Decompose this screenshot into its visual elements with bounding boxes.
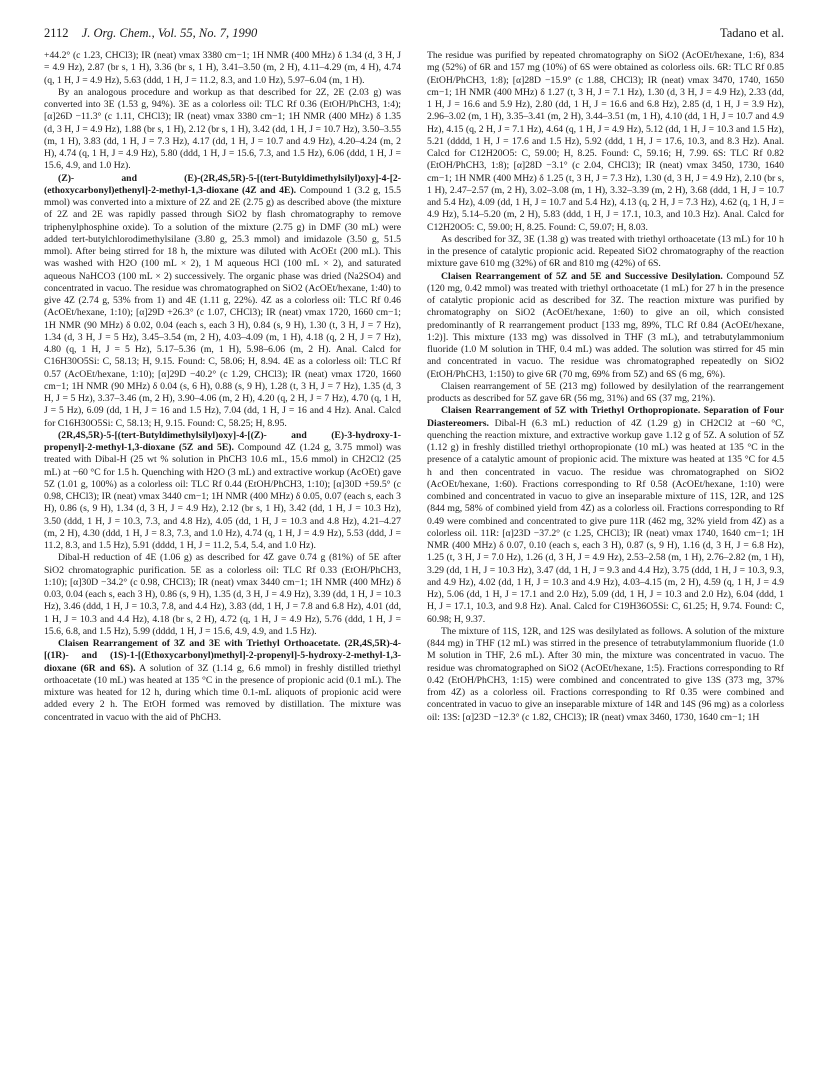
- left-column: [44, 50, 401, 724]
- paragraph: +44.2° (c 1.23, CHCl3); IR (neat) νmax 3380 cm−1; 1H NMR (400 MHz) δ 1.34 (d, 3 H, J = 4.9 Hz), 2.87 (br s, 1 H), 3.36 (br s, 1 H), 3.41–3.50 (m, 2 H), 4.11–4.29 (m, 4 H), 4.74 (q, 1 H, J = 4.9 Hz), 5.63 (ddd, 1 H, J = 11.2, 8.3, and 1.0 Hz), 5.97–6.04 (m, 1 H).: [44, 50, 401, 86]
- section-body: Dibal-H (6.3 mL) reduction of 4Z (1.29 g) in CH2Cl2 at −60 °C, quenching the reaction mixture, and extractive workup gave 1.12 g of 5Z. A solution of 5Z (1.12 g) in freshly distilled triethyl orthopropionate (10 mL) was heated at 135 °C in the presence of a catalytic amount of propionic acid. The mixture was heated at 135 °C for 4.5 h and then concentrated in vacuo. The residue was chromatographed on SiO2 (AcOEt/hexane, 1:60). Fractions corresponding to Rf 0.58 (AcOEt/hexane, 1:10) were combined and concentrated in vacuo to give an inseparable mixture of 11S, 12R, and 12S (844 mg, 58% of combined yield from 4Z) as a colorless oil. Fractions corresponding to Rf 0.49 were combined and concentrated to give pure 11R (462 mg, 32% yield from 4Z) as a colorless oil. 11R: [α]23D −37.2° (c 1.25, CHCl3); IR (neat) νmax 1740, 1640 cm−1; 1H NMR (400 MHz) δ 0.07, 0.10 (each s, each 3 H), 0.87 (s, 9 H), 1.16 (d, 3 H, J = 6.8 Hz), 1.25 (t, 3 H, J = 7.0 Hz), 1.26 (d, 3 H, J = 4.9 Hz), 2.53–2.58 (m, 1 H), 2.76–2.82 (m, 1 H), 3.29 (dd, 1 H, J = 10.3 Hz), 3.47 (dd, 1 H, J = 9.3 and 4.4 Hz), 3.75 (ddd, 1 H, J = 10.3, 9.3, and 4.9 Hz), 4.02 (dd, 1 H, J = 10.3 and 4.9 Hz), 4.03–4.15 (m, 2 H), 4.59 (q, 1 H, J = 4.9 Hz), 5.06 (dd, 1 H, J = 17.1 and 2.0 Hz), 5.09 (dd, 1 H, J = 10.3 and 2.0 Hz), 6.04 (ddd, 1 H, J = 17.1, 10.3, and 9.8 Hz). Anal. Calcd for C19H36O5Si: C, 61.25; H, 9.74. Found: C, 60.98; H, 9.37.: [427, 417, 784, 625]
- page-header: [44, 26, 784, 42]
- journal-citation: J. Org. Chem., Vol. 55, No. 7, 1990: [81, 26, 258, 40]
- paragraph: As described for 3Z, 3E (1.38 g) was treated with triethyl orthoacetate (13 mL) for 10 h in the presence of catalytic propionic acid. Repeated SiO2 chromatography of the reaction mixture gave 610 mg (32%) of 6R and 810 mg (42%) of 6S.: [427, 233, 784, 270]
- section-body: Compound 1 (3.2 g, 15.5 mmol) was converted into a mixture of 2Z and 2E (2.75 g) as described above (the mixture of 2Z and 2E was rapidly passed through SiO2 by flash chromatography to remove triphenylphosphine oxide). To a solution of the mixture (2.75 g) in DMF (30 mL) were added tert-butylchlorodimethylsilane (3.80 g, 25.3 mmol) and imidazole (3.50 g, 51.5 mmol). After being stirred for 18 h, the mixture was diluted with AcOEt (200 mL). This was washed with H2O (100 mL × 2), 1 M aqueous HCl (100 mL × 2), and saturated aqueous NaHCO3 (100 mL × 2) successively. The organic phase was dried (Na2SO4) and concentrated in vacuo. The residue was chromatographed on SiO2 (AcOEt/hexane, 1:40) to give 4Z (2.74 g, 53% from 1) and 4E (1.11 g, 22%). 4Z as a colorless oil: TLC Rf 0.46 (AcOEt/hexane, 1:10); [α]29D +26.3° (c 1.07, CHCl3); IR (neat) νmax 1720, 1660 cm−1; 1H NMR (90 MHz) δ 0.02, 0.04 (each s, each 3 H), 0.84 (s, 9 H), 1.30 (t, 3 H, J = 7 Hz), 1.34 (d, 3 H, J = 5 Hz), 3.45–3.54 (m, 2 H), 4.03–4.09 (m, 1 H), 4.18 (q, 2 H, J = 7 Hz), 4.80 (q, 1 H, J = 5 Hz), 5.17–5.36 (m, 1 H), 5.98–6.06 (m, 2 H). Anal. Calcd for C16H30O5Si: C, 58.13; H, 9.15. Found: C, 58.06; H, 8.94. 4E as a colorless oil: TLC Rf 0.57 (AcOEt/hexane, 1:10); [α]29D −40.2° (c 1.29, CHCl3); IR (neat) νmax 1720, 1660 cm−1; 1H NMR (90 MHz) δ 0.04 (s, 6 H), 0.88 (s, 9 H), 1.28 (t, 3 H, J = 7 Hz), 1.35 (d, 3 H, J = 5 Hz), 3.37–3.46 (m, 2 H), 3.90–4.06 (m, 2 H), 4.20 (q, 2 H, J = 7 Hz), 4.70 (q, 1 H, J = 5 Hz), 6.09 (dd, 1 H, J = 16 and 1.5 Hz), 7.04 (dd, 1 H, J = 16 and 4 Hz). Anal. Calcd for C16H30O5Si: C, 58.13; H, 9.15. Found: C, 58.25; H, 8.95.: [44, 184, 401, 429]
- page-number: 2112: [44, 26, 69, 40]
- section-heading: Claisen Rearrangement of 5Z with Triethyl Orthopropionate. Separation of Four Diastereomers.: [427, 405, 784, 429]
- section-heading: (Z)- and (E)-(2R,4S,5R)-5-[(tert-Butyldimethylsilyl)oxy]-4-[2-(ethoxycarbonyl)ethenyl]-2-methyl-1,3-dioxane (4Z and 4E).: [44, 172, 401, 196]
- paragraph: The residue was purified by repeated chromatography on SiO2 (AcOEt/hexane, 1:6), 834 mg (52%) of 6R and 157 mg (10%) of 6S were obtained as colorless oils. 6R: TLC Rf 0.85 (EtOH/PhCH3, 1:8); [α]28D −15.9° (c 1.88, CHCl3); IR (neat) νmax 3470, 1740, 1650 cm−1; 1H NMR (400 MHz) δ 1.27 (t, 3 H, J = 7.1 Hz), 1.30 (d, 3 H, J = 4.9 Hz), 2.33 (dd, 1 H, J = 16.6 and 5.9 Hz), 2.80 (dd, 1 H, J = 16.6 and 6.8 Hz), 2.85 (d, 1 H, J = 3.9 Hz), 2.96–3.02 (m, 1 H), 3.35–3.41 (m, 2 H), 3.44–3.51 (m, 1 H), 4.10 (dd, 1 H, J = 10.7 and 4.9 Hz), 4.15 (q, 2 H, J = 7.1 Hz), 4.64 (q, 1 H, J = 4.9 Hz), 5.12 (dd, 1 H, J = 10.3 and 1.5 Hz), 5.21 (dddd, 1 H, J = 17.6 and 1.5 Hz), 5.92 (ddd, 1 H, J = 17.6, 10.3, and 8.3 Hz). Anal. Calcd for C12H20O5: C, 59.00; H, 8.25. Found: C, 59.16; H, 7.99. 6S: TLC Rf 0.82 (EtOH/PhCH3, 1:8); [α]28D −3.1° (c 2.04, CHCl3); IR (neat) νmax 3450, 1730, 1640 cm−1; 1H NMR (400 MHz) δ 1.25 (t, 3 H, J = 7.3 Hz), 1.30 (d, 3 H, J = 4.9 Hz), 2.10 (br s, 1 H), 2.47–2.57 (m, 2 H), 3.02–3.08 (m, 1 H), 3.32–3.39 (m, 2 H), 3.68 (ddd, 1 H, J = 10.7 and 5.4 Hz), 4.09 (dd, 1 H, J = 10.7 and 5.4 Hz), 4.13 (q, 2 H, J = 7.3 Hz), 4.62 (q, 1 H, J = 4.9 Hz), 5.14–5.20 (m, 2 H), 5.83 (ddd, 1 H, J = 17.1, 10.3, and 10.3 Hz). Anal. Calcd for C12H20O5: C, 59.00; H, 8.25. Found: C, 59.07; H, 8.03.: [427, 50, 784, 233]
- running-author: Tadano et al.: [719, 26, 784, 40]
- section-paragraph: [44, 638, 401, 724]
- paragraph: Claisen rearrangement of 5E (213 mg) followed by desilylation of the rearrangement products as described for 5Z gave 6R (56 mg, 31%) and 6S (37 mg, 21%).: [427, 380, 784, 404]
- section-paragraph: [44, 430, 401, 553]
- section-body: A solution of 3Z (1.14 g, 6.6 mmol) in freshly distilled triethyl orthoacetate (10 mL) was heated at 135 °C in the presence of propionic acid (0.1 mL). The mixture was heated for 12 h, during which time 0.1-mL aliquots of propionic acid were added every 2 h. The EtOH formed was removed by distillation. The mixture was concentrated in vacuo with the aid of PhCH3.: [44, 662, 401, 723]
- section-heading: Claisen Rearrangement of 5Z and 5E and Successive Desilylation.: [441, 270, 723, 282]
- section-paragraph: [44, 173, 401, 430]
- section-body: Compound 5Z (120 mg, 0.42 mmol) was treated with triethyl orthoacetate (1 mL) for 27 h in the presence of catalytic propionic acid as described for 3Z. The reaction mixture was purified by chromatography on SiO2 (AcOEt/hexane, 1:60) to give an oil, which consisted predominantly of R rearrangement product [133 mg, 89%, TLC Rf 0.84 (AcOEt/hexane, 1:2)]. This mixture (133 mg) was dissolved in THF (3 mL), and tetrabutylammonium fluoride (1.0 M solution in THF, 0.4 mL) was added. The solution was stirred for 45 min and concentrated in vacuo. The residue was chromatographed repeatedly on SiO2 (EtOH/PhCH3, 1:150) to give 6R (70 mg, 69% from 5Z) and 6S (6 mg, 6%).: [427, 270, 784, 380]
- section-paragraph: [427, 271, 784, 381]
- section-heading: (2R,4S,5R)-5-[(tert-Butyldimethylsilyl)oxy]-4-[(Z)- and (E)-3-hydroxy-1-propenyl]-2-methyl-1,3-dioxane (5Z and 5E).: [44, 429, 401, 453]
- header-left: [44, 26, 257, 41]
- right-column: [427, 50, 784, 724]
- section-paragraph: [427, 405, 784, 626]
- paragraph: The mixture of 11S, 12R, and 12S was desilylated as follows. A solution of the mixture (844 mg) in THF (12 mL) was stirred in the presence of tetrabutylammonium fluoride (1.0 M solution in THF, 2.6 mL). After 30 min, the mixture was concentrated in vacuo. The residue was chromatographed on SiO2 (AcOEt/hexane, 1:5). Fractions corresponding to Rf 0.42 (EtOH/PhCH3, 1:15) were combined and concentrated to give 13S (373 mg, 37% from 4Z) as a colorless oil. Fractions corresponding to Rf 0.35 were combined and concentrated in vacuo to give an inseparable mixture of 14R and 14S (96 mg) as a colorless oil: 13S: [α]23D −12.3° (c 1.82, CHCl3); IR (neat) νmax 3460, 1730, 1640 cm−1; 1H: [427, 625, 784, 723]
- paragraph: By an analogous procedure and workup as that described for 2Z, 2E (2.03 g) was converted into 3E (1.53 g, 94%). 3E as a colorless oil: TLC Rf 0.36 (EtOH/PhCH3, 1:4); [α]26D −11.3° (c 1.11, CHCl3); IR (neat) νmax 3380 cm−1; 1H NMR (400 MHz) δ 1.35 (d, 3 H, J = 4.9 Hz), 1.88 (br s, 1 H), 2.12 (br s, 1 H), 3.42 (dd, 1 H, J = 10.7 Hz), 3.50–3.55 (m, 1 H), 3.83 (dd, 1 H, J = 7.3 Hz), 4.17 (dd, 1 H, J = 10.7 and 4.9 Hz), 4.20–4.24 (m, 2 H), 4.74 (q, 1 H, J = 4.9 Hz), 5.80 (ddd, 1 H, J = 15.6, 7.3, and 1.5 Hz), 6.06 (ddd, 1 H, J = 15.6, 4.9, and 1.0 Hz).: [44, 86, 401, 172]
- section-body: Compound 4Z (1.24 g, 3.75 mmol) was treated with Dibal-H (25 wt % solution in PhCH3 10.6 mL, 15.6 mmol) in CH2Cl2 (25 mL) at −60 °C for 1.5 h. Quenching with H2O (3 mL) and extractive workup (AcOEt) gave 5Z (1.01 g, 100%) as a colorless oil: TLC Rf 0.44 (EtOH/PhCH3, 1:10); [α]30D +59.5° (c 0.98, CHCl3); IR (neat) νmax 3440 cm−1; 1H NMR (400 MHz) δ 0.05, 0.07 (each s, each 3 H), 0.86 (s, 9 H), 1.34 (d, 3 H, J = 4.9 Hz), 2.12 (br s, 1 H), 3.42 (dd, 1 H, J = 10.3 Hz), 3.50 (ddd, 1 H, J = 10.3, 7.3, and 4.8 Hz), 4.05 (dd, 1 H, J = 10.3 and 4.8 Hz), 4.21–4.27 (m, 2 H), 4.30 (ddd, 1 H, J = 8.3, 7.3, and 1.0 Hz), 4.74 (q, 1 H, J = 4.9 Hz), 5.53 (ddd, J = 11.2, 8.3, and 1.5 Hz), 5.91 (dddd, 1 H, J = 11.2, 5.4, 5.4, and 1.0 Hz).: [44, 442, 401, 551]
- paragraph: Dibal-H reduction of 4E (1.06 g) as described for 4Z gave 0.74 g (81%) of 5E after SiO2 chromatographic purification. 5E as a colorless oil: TLC Rf 0.33 (EtOH/PhCH3, 1:10); [α]30D −34.2° (c 0.98, CHCl3); IR (neat) νmax 3440 cm−1; 1H NMR (400 MHz) δ 0.03, 0.04 (each s, each 3 H), 0.86 (s, 9 H), 1.35 (d, 3 H, J = 4.9 Hz), 3.39 (dd, 1 H, J = 10.3 Hz), 3.46 (ddd, 1 H, J = 10.3, 7.8, and 4.4 Hz), 3.83 (dd, 1 H, J = 7.8 and 6.8 Hz), 4.01 (dd, 1 H, J = 10.3 and 4.4 Hz), 4.18 (br s, 2 H), 4.72 (q, 1 H, J = 4.9 Hz), 5.76 (ddd, 1 H, J = 15.6, 6.8, and 1.5 Hz), 5.99 (dddd, 1 H, J = 15.6, 4.9, 4.9, and 1.5 Hz).: [44, 552, 401, 637]
- section-heading: Claisen Rearrangement of 3Z and 3E with Triethyl Orthoacetate. (2R,4S,5R)-4-[(1R)- and (1S)-1-[(Ethoxycarbonyl)methyl]-2-propenyl]-5-hydroxy-2-methyl-1,3-dioxane (6R and 6S).: [44, 638, 401, 674]
